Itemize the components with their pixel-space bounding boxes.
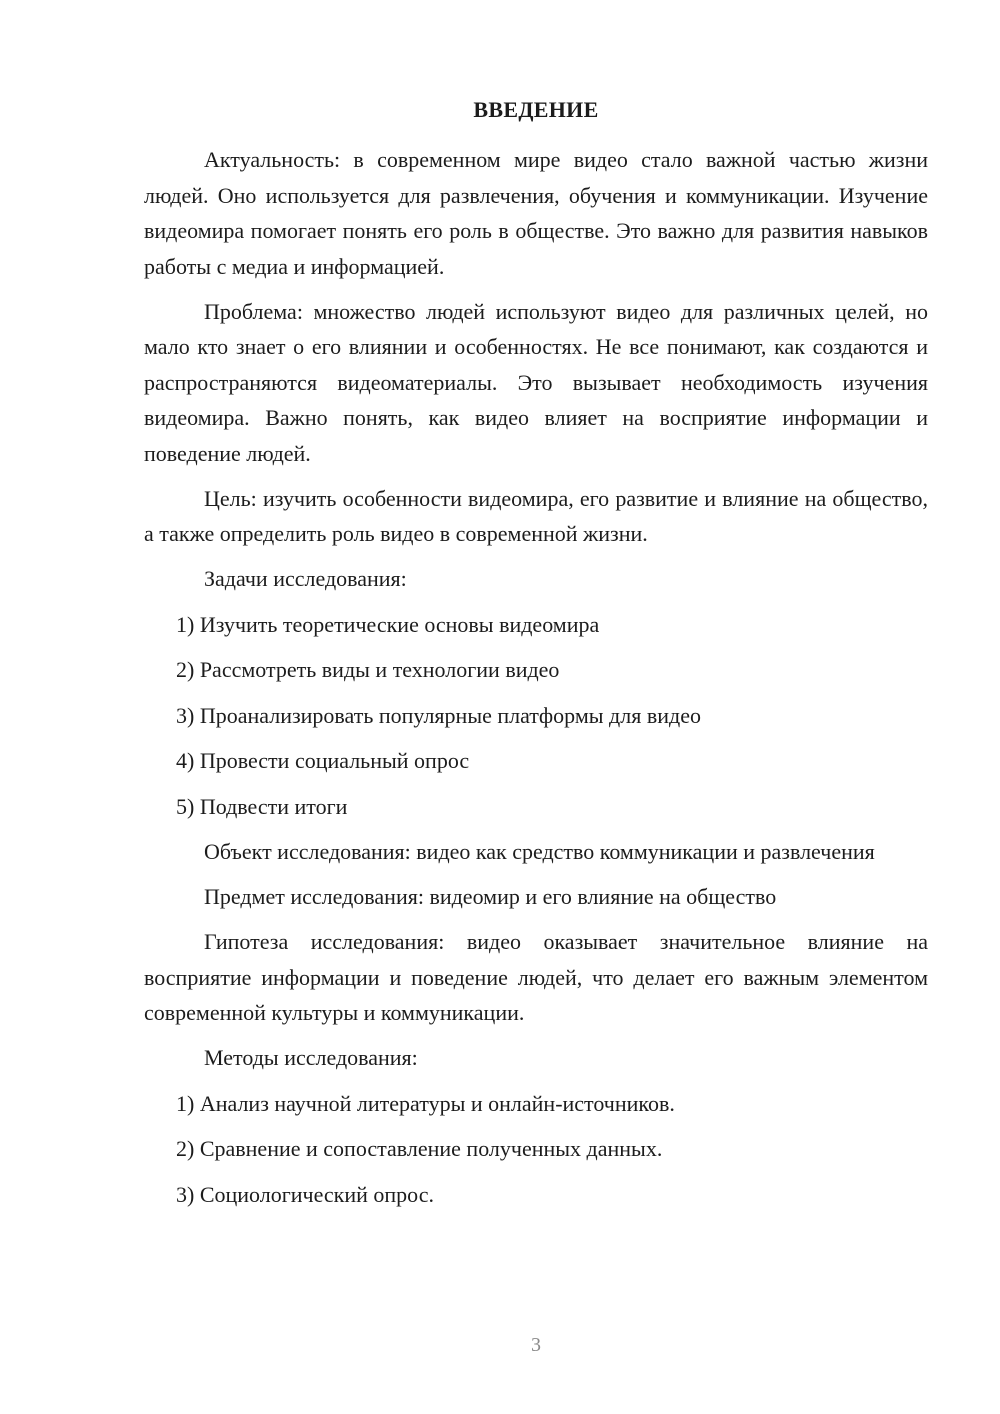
problem-paragraph: Проблема: множество людей используют видео для различных целей, но мало кто знает о его влиянии и особенностях. Не все понимают, как создаются и распространяются видеоматериалы. Это вызывает необходимость изучения видеомира. Важно понять, как видео влияет на восприятие информации и поведение людей.: [144, 298, 928, 466]
section-heading: ВВЕДЕНИЕ: [473, 97, 599, 122]
task-item: 1) Изучить теоретические основы видеомира: [176, 611, 600, 637]
object-paragraph: Объект исследования: видео как средство коммуникации и развлечения: [204, 839, 875, 864]
method-item: 2) Сравнение и сопоставление полученных данных.: [176, 1136, 663, 1161]
page-number: 3: [531, 1334, 541, 1356]
relevance-paragraph: Актуальность: в современном мире видео стало важной частью жизни людей. Оно используется для развлечения, обучения и коммуникации. Изучение видеомира помогает понять его роль в обществе. Это важно для развития навыков работы с медиа и информацией.: [144, 147, 928, 279]
task-item: 2) Рассмотреть виды и технологии видео: [176, 657, 560, 682]
task-item: 3) Проанализировать популярные платформы для видео: [176, 702, 701, 728]
document-body: [144, 142, 928, 1222]
methods-title: Методы исследования:: [204, 1045, 418, 1070]
method-item: 1) Анализ научной литературы и онлайн-источников.: [176, 1090, 675, 1116]
method-item: 3) Социологический опрос.: [176, 1181, 434, 1207]
tasks-title: Задачи исследования:: [204, 566, 407, 591]
task-item: 5) Подвести итоги: [176, 793, 348, 819]
goal-paragraph: Цель: изучить особенности видеомира, его развитие и влияние на общество, а также определить роль видео в современной жизни.: [144, 485, 928, 546]
hypothesis-paragraph: Гипотеза исследования: видео оказывает значительное влияние на восприятие информации и поведение людей, что делает его важным элементом современной культуры и коммуникации.: [144, 929, 928, 1025]
subject-paragraph: Предмет исследования: видеомир и его влияние на общество: [204, 884, 777, 909]
task-item: 4) Провести социальный опрос: [176, 748, 470, 773]
